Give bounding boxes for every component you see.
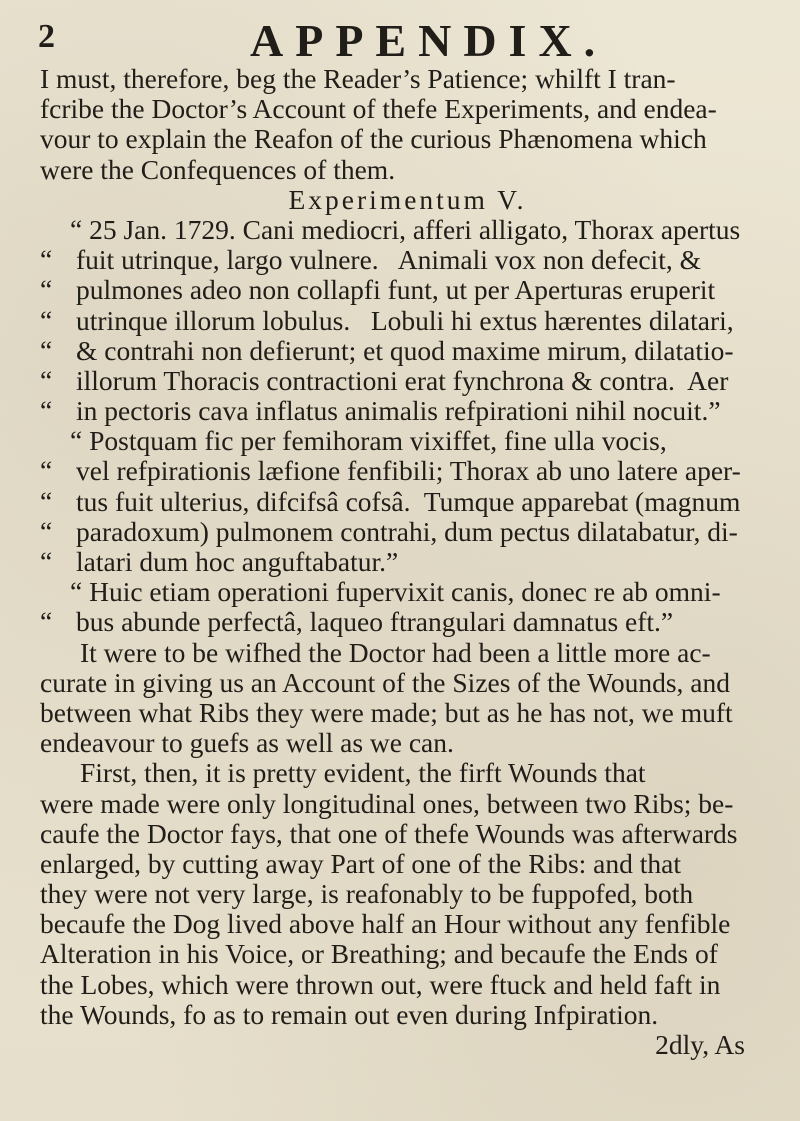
text-line: the Lobes, which were thrown out, were ftuck and held faft in [40, 968, 721, 1000]
text-line: tus fuit ulterius, difcifsâ cofsâ. Tumque apparebat (magnum [76, 485, 741, 517]
text-line: latari dum hoc anguftabatur.” [76, 546, 399, 577]
text-line: paradoxum) pulmonem contrahi, dum pectus dilatabatur, di- [76, 515, 738, 547]
text-line: the Wounds, fo as to remain out even during Infpiration. [40, 998, 659, 1030]
text-line: between what Ribs they were made; but as he has not, we muft [40, 696, 733, 728]
text-line: enlarged, by cutting away Part of one of the Ribs: and that [40, 847, 681, 879]
text-line: & contrahi non defierunt; et quod maxime mirum, dilatatio- [76, 334, 734, 366]
quoted-line [40, 547, 775, 577]
text-line: First, then, it is pretty evident, the firft Wounds that [80, 757, 646, 789]
text-line: they were not very large, is reafonably to be fuppofed, both [40, 878, 694, 910]
text-line: I must, therefore, beg the Reader’s Patience; whilft I tran- [40, 63, 676, 94]
quote-mark: “ [40, 244, 53, 276]
quoted-line [40, 487, 775, 517]
quote-mark: “ [40, 606, 53, 638]
page-header [0, 14, 800, 66]
quoted-line [40, 517, 775, 547]
text-line: becaufe the Dog lived above half an Hour without any fenfible [40, 908, 731, 940]
page-body [40, 64, 775, 1060]
text-line: endeavour to guefs as well as we can. [40, 727, 454, 759]
catchword: 2dly, As [655, 1029, 745, 1060]
quoted-line [40, 607, 775, 637]
text-line: “ Huic etiam operationi fupervixit canis, donec re ab omni- [70, 576, 721, 608]
quote-mark: “ [40, 485, 53, 517]
quote-mark: “ [40, 364, 53, 396]
text-line: bus abunde perfectâ, laqueo ftrangulari damnatus eft.” [76, 606, 674, 638]
quote-mark: “ [40, 546, 53, 577]
text-line: in pectoris cava inflatus animalis refpirationi nihil nocuit.” [76, 395, 721, 427]
section-heading: Experimentum V. [288, 183, 527, 215]
text-line: fuit utrinque, largo vulnere. Animali vox non defecit, & [76, 244, 701, 276]
quoted-line [40, 456, 775, 486]
text-line: vour to explain the Reafon of the curious Phænomena which [40, 123, 707, 155]
quoted-line [40, 275, 775, 305]
text-line: illorum Thoracis contractioni erat fynchrona & contra. Aer [76, 364, 729, 396]
text-line: were made were only longitudinal ones, between two Ribs; be- [40, 787, 734, 819]
quote-mark: “ [40, 395, 53, 427]
text-line: fcribe the Doctor’s Account of thefe Experiments, and endea- [40, 93, 717, 125]
running-head: APPENDIX. [250, 15, 608, 66]
quoted-line [40, 366, 775, 396]
quote-mark: “ [40, 274, 53, 306]
text-line: curate in giving us an Account of the Sizes of the Wounds, and [40, 666, 730, 698]
text-line: pulmones adeo non collapfi funt, ut per Aperturas eruperit [76, 274, 716, 306]
text-line: “ 25 Jan. 1729. Cani mediocri, afferi alligato, Thorax apertus [70, 213, 741, 245]
quote-mark: “ [40, 455, 53, 487]
quoted-line [40, 306, 775, 336]
text-line: It were to be wifhed the Doctor had been a little more ac- [80, 636, 711, 668]
quoted-line [40, 396, 775, 426]
text-line: utrinque illorum lobulus. Lobuli hi extus hærentes dilatari, [76, 304, 734, 336]
quoted-line [40, 245, 775, 275]
text-line: were the Confequences of them. [40, 153, 396, 185]
quote-mark: “ [40, 515, 53, 547]
quote-mark: “ [40, 304, 53, 336]
text-line: Alteration in his Voice, or Breathing; and becaufe the Ends of [40, 938, 718, 970]
quote-mark: “ [40, 334, 53, 366]
text-line: “ Postquam fic per femihoram vixiffet, fine ulla vocis, [70, 425, 667, 457]
page-number: 2 [38, 18, 55, 55]
text-line: caufe the Doctor fays, that one of thefe Wounds was afterwards [40, 817, 738, 849]
text-line: vel refpirationis læfione fenfibili; Thorax ab uno latere aper- [76, 455, 741, 487]
quoted-line [40, 336, 775, 366]
